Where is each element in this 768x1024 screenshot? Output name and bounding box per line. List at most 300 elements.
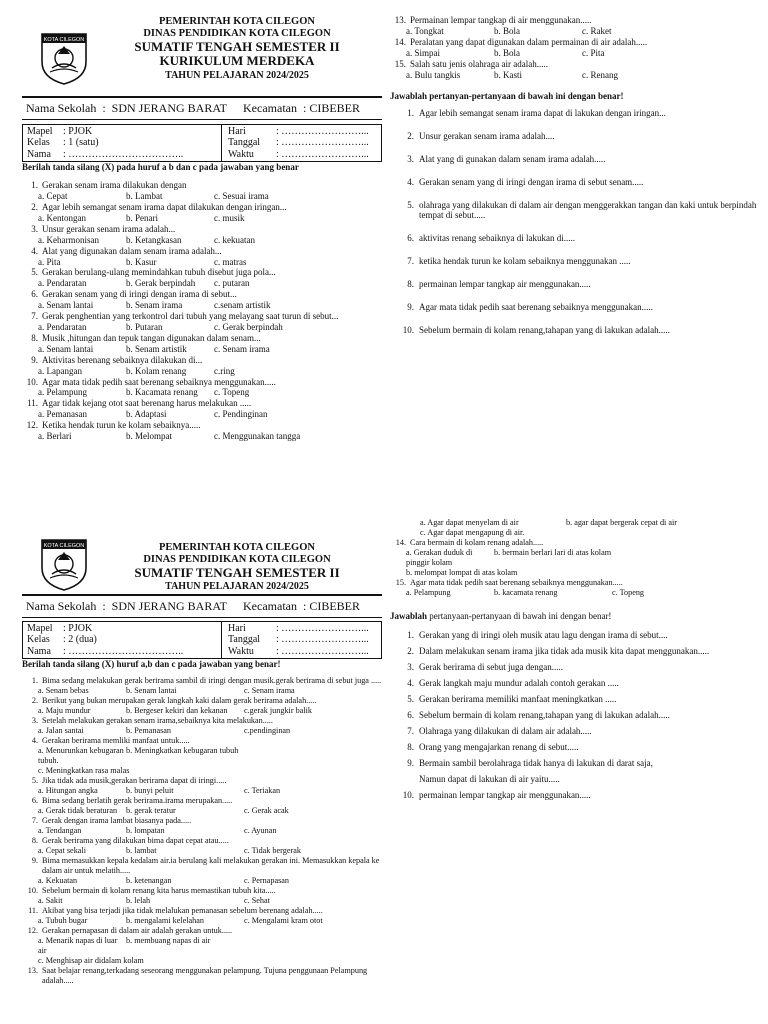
question-item <box>22 420 382 442</box>
answer-options <box>390 70 758 81</box>
exam-title: SUMATIF TENGAH SEMESTER II <box>134 565 340 580</box>
option-a[interactable]: a. Menarik napas di luar air <box>38 936 118 956</box>
question-row <box>22 333 382 344</box>
question-item <box>390 578 758 598</box>
option-b[interactable]: b. Gerak berpindah <box>126 278 196 289</box>
option-b[interactable]: b. Ketangkasan <box>126 234 182 245</box>
question-text: Jika tidak ada musik,gerakan berirama dapat di iringi..... <box>42 776 227 786</box>
question-text: Bima sedang berlatih gerak berirama.irama merupakan..... <box>42 796 233 806</box>
essay-number <box>390 774 419 784</box>
option-a[interactable]: a. Berlari <box>38 431 72 442</box>
question-number: 10. <box>27 886 38 896</box>
school-colon: : <box>102 101 106 115</box>
essay-text: Bermain sambil berolahraga tidak hanya di lakukan di darat saja, <box>419 758 653 768</box>
question-text: Gerak berirama yang dilakukan bima dapat cepat atau..... <box>42 836 229 846</box>
school-label: Nama Sekolah <box>26 599 97 613</box>
question-text: Bima memasukkan kepala kedalam air.ia berulang kali melakukan gerakan ini. Memasukkan kepala ke dalam air untuk melatih..... <box>42 856 380 876</box>
option-a[interactable]: a. Pendaratan <box>38 322 87 332</box>
essay-text: Orang yang mengajarkan renang di sebut..... <box>419 742 579 752</box>
question-number: 12. <box>27 926 38 936</box>
exam-header <box>22 522 382 592</box>
essay-question <box>390 177 758 187</box>
school-rule <box>22 617 382 618</box>
question-number: 3. <box>31 223 38 234</box>
question-number: 5. <box>31 267 38 278</box>
answer-options-extra <box>22 956 382 966</box>
option-b[interactable]: b. membuang napas di air <box>126 936 211 946</box>
district-value: : CIBEBER <box>302 599 360 613</box>
option-c[interactable]: c. Sehat <box>244 896 270 906</box>
question-item <box>22 180 382 202</box>
option-c[interactable]: c. Menggunakan tangga <box>214 431 301 442</box>
option-b[interactable]: b. Kasur <box>126 256 157 267</box>
option-c[interactable]: c. kekuatan <box>214 234 255 245</box>
option-b[interactable]: b. Bola <box>494 47 520 58</box>
question-item <box>22 333 382 355</box>
question-item <box>22 224 382 246</box>
question-row <box>22 246 382 257</box>
question-row <box>22 966 382 986</box>
option-c[interactable]: c. Pernapasan <box>244 876 290 886</box>
option-a[interactable]: a. Senam bebas <box>38 686 89 696</box>
option-b[interactable]: b. lompatan <box>126 826 165 836</box>
essay-question-list <box>390 108 758 335</box>
option-c[interactable]: c. Agar dapat mengapung di air. <box>420 528 525 537</box>
option-b[interactable]: b. gerak teratur <box>126 806 176 816</box>
option-a[interactable]: a. Maju mundur <box>38 706 91 716</box>
option-a[interactable]: a. Cepat <box>38 191 68 202</box>
essay-question <box>390 710 758 720</box>
option-b[interactable]: b. bermain berlari lari di atas kolam <box>494 548 612 557</box>
question-row <box>22 736 382 746</box>
essay-question <box>390 630 758 640</box>
option-a[interactable]: a. Senam lantai <box>38 300 94 311</box>
essay-text: Unsur gerakan senam irama adalah.... <box>419 131 555 142</box>
option-a[interactable]: a. Bulu tangkis <box>406 69 461 80</box>
option-c[interactable]: c. matras <box>214 256 247 267</box>
option-extra[interactable]: c. Menghisap air didalam kolam <box>38 956 144 966</box>
question-row <box>22 906 382 916</box>
option-b[interactable]: b. lelah <box>126 896 151 906</box>
essay-text: Agar mata tidak pedih saat berenang sebaiknya menggunakan..... <box>419 302 653 313</box>
subject-label: Mapel <box>27 126 53 137</box>
question-item <box>390 538 758 578</box>
question-text: Bima sedang melakukan gerak berirama sambil di iringi dengan musik.gerak berirama di sebut juga ..... <box>42 676 382 686</box>
answer-options <box>22 191 382 202</box>
question-text: Agar mata tidak pedih saat berenang sebaiknya menggunakan..... <box>410 578 623 587</box>
question-text: Gerakan senam irama dilakukan dengan <box>42 180 187 191</box>
district-label: Kecamatan <box>243 101 297 115</box>
class-label: Kelas <box>27 137 50 149</box>
header-department: DINAS PENDIDIKAN KOTA CILEGON <box>143 28 331 39</box>
day-label: Hari <box>228 623 246 634</box>
question-number: 14. <box>395 538 406 547</box>
essay-question-list <box>390 630 758 800</box>
day-field[interactable]: : ……………………... <box>276 126 369 137</box>
subject-value: : PJOK <box>63 623 93 634</box>
option-a[interactable]: a. Lapangan <box>38 365 82 376</box>
question-number: 15. <box>394 58 406 69</box>
answer-options <box>390 26 758 37</box>
question-number: 2. <box>31 202 38 213</box>
question-text: Akibat yang bisa terjadi jika tidak melalukan pemanasan sebelum berenang adalah..... <box>42 906 323 916</box>
essay-text: Dalam melakukan senam irama jika tidak ada musik kita dapat menggunakan..... <box>419 646 710 656</box>
essay-question <box>390 302 758 312</box>
question-text: Cara bermain di kolam renang adalah..... <box>410 538 544 547</box>
question-row <box>22 816 382 826</box>
option-c[interactable]: c. Ayunan <box>244 826 277 836</box>
date-field[interactable]: : ……………………... <box>276 137 369 149</box>
name-field[interactable]: : …………………………….. <box>63 645 184 657</box>
question-row <box>22 696 382 706</box>
option-c[interactable]: c. Gerak berpindah <box>214 322 283 332</box>
time-label: Waktu <box>228 148 254 160</box>
essay-question <box>390 200 758 220</box>
option-c[interactable]: c. Tidak bergerak <box>244 846 301 856</box>
question-number: 6. <box>31 289 38 300</box>
question-text: Musik ,hitungan dan tepuk tangan digunakan dalam senam... <box>42 332 261 343</box>
option-b[interactable]: b. mengalami kelelahan <box>126 916 204 926</box>
question-text: Agar tidak kejang otot saat berenang harus melakukan ..... <box>42 398 252 409</box>
option-b[interactable]: b. Meningkatkan kebugaran tubuh <box>126 746 239 756</box>
essay-number: 3. <box>407 154 414 165</box>
question-item <box>22 926 382 966</box>
option-b[interactable]: b. Senam artistik <box>126 343 187 354</box>
name-label: Nama <box>27 645 51 657</box>
answer-options <box>390 588 758 598</box>
student-info-box <box>22 124 382 162</box>
question-number: 6. <box>31 796 38 806</box>
option-b[interactable]: b. Lambat <box>126 191 163 202</box>
essay-number: 4. <box>407 177 414 188</box>
option-c[interactable]: c. Topeng <box>214 387 250 398</box>
option-b[interactable]: b. ketenangan <box>126 876 172 886</box>
option-c[interactable]: c.pendinginan <box>244 726 291 736</box>
question-row <box>22 796 382 806</box>
option-extra[interactable]: c. Meningkatkan rasa malas <box>38 766 130 776</box>
option-a[interactable]: a. Sakit <box>38 896 63 906</box>
option-b[interactable]: b. Pemanasan <box>126 726 172 736</box>
option-extra[interactable]: b. melompat lompat di atas kolam <box>406 568 518 577</box>
essay-number: 8. <box>407 279 414 290</box>
essay-instruction-bold: Jawablah <box>390 611 428 621</box>
option-b[interactable]: b. Senam lantai <box>126 686 177 696</box>
question-number: 2. <box>31 696 38 706</box>
academic-year: TAHUN PELAJARAN 2024/2025 <box>165 70 309 81</box>
option-a[interactable]: a. Pita <box>38 256 61 267</box>
option-c[interactable]: c. Mengalami kram otot <box>244 916 323 926</box>
question-item <box>22 966 382 986</box>
answer-options <box>22 431 382 442</box>
question-text: Unsur gerakan senam irama adalah... <box>42 223 176 234</box>
option-b[interactable]: b. agar dapat bergerak cepat di air <box>566 518 678 527</box>
question-row <box>22 420 382 431</box>
question-item <box>22 886 382 906</box>
multiple-choice-list <box>22 180 382 442</box>
option-a[interactable]: a. Kekuatan <box>38 876 78 886</box>
option-a[interactable]: a. Tubuh bugar <box>38 916 88 926</box>
essay-number: 3. <box>407 662 414 672</box>
essay-number: 10. <box>402 325 414 336</box>
question-number: 3. <box>31 716 38 726</box>
question-item <box>22 267 382 289</box>
time-label: Waktu <box>228 645 254 657</box>
option-c[interactable]: c. Pendinginan <box>214 409 268 420</box>
question-row <box>22 926 382 936</box>
option-c[interactable]: c. Raket <box>582 25 612 36</box>
option-a[interactable]: a. Hitungan angka <box>38 786 98 796</box>
answer-options <box>390 548 758 568</box>
question-text: Alat yang digunakan dalam senam irama adalah... <box>42 245 222 256</box>
essay-text: aktivitas renang sebaiknya di lakukan di..... <box>419 233 575 244</box>
essay-number: 5. <box>407 200 414 211</box>
question-number: 11. <box>28 906 38 916</box>
option-b[interactable]: b. lambat <box>126 846 157 856</box>
exam-header <box>22 10 382 96</box>
question-text: Sebelum bermain di kolam renang kita harus memastikan tubuh kita..... <box>42 886 276 896</box>
subject-label: Mapel <box>27 623 53 634</box>
name-field[interactable]: : …………………………….. <box>63 148 184 160</box>
time-field[interactable]: : ……………………... <box>276 148 369 160</box>
question-item <box>22 398 382 420</box>
option-a[interactable]: a. Gerakan duduk di pinggir kolam <box>406 548 473 567</box>
essay-question <box>390 233 758 243</box>
option-a[interactable]: a. Pelampung <box>38 387 87 398</box>
essay-question <box>390 790 758 800</box>
option-a[interactable]: a. Pelampung <box>406 588 451 597</box>
question-number: 13. <box>27 966 38 976</box>
school-rule <box>22 119 382 120</box>
question-text: Berikut yang bukan merupakan gerak langkah kaki dalam gerak berirama adalah..... <box>42 696 317 706</box>
essay-question <box>390 646 758 656</box>
essay-number: 5. <box>407 694 414 704</box>
answer-options <box>22 786 382 796</box>
question-text: Gerakan senam yang di iringi dengan irama di sebut... <box>42 289 237 300</box>
question-item <box>22 676 382 696</box>
question-item <box>22 906 382 926</box>
question-row <box>390 37 758 48</box>
essay-instruction <box>390 610 758 622</box>
option-b[interactable]: b. Putaran <box>126 322 163 332</box>
question-text: Saat belajar renang,terkadang seseorang menggunakan pelampung. Tujuna penggunaan Pelampung adalah..... <box>42 966 368 986</box>
question-13-options <box>390 518 758 538</box>
question-item <box>22 202 382 224</box>
essay-question <box>390 154 758 164</box>
option-a[interactable]: a. Tendangan <box>38 826 82 836</box>
essay-question <box>390 774 758 784</box>
school-row <box>22 596 382 617</box>
option-b[interactable]: b. Adaptasi <box>126 409 167 420</box>
essay-text: Gerakan senam yang di iringi dengan irama di sebut senam..... <box>419 177 644 188</box>
question-row <box>390 15 758 26</box>
question-row <box>22 311 382 322</box>
option-b[interactable]: b. Bola <box>494 25 520 36</box>
essay-question <box>390 279 758 289</box>
date-label: Tanggal <box>228 137 261 149</box>
date-field[interactable]: : ……………………... <box>276 634 369 646</box>
option-b[interactable]: b. Kolam renang <box>126 365 187 376</box>
option-b[interactable]: b. Senam irama <box>126 300 183 311</box>
option-b[interactable]: b. Bergeser kekiri dan kekanan <box>126 706 228 716</box>
answer-options <box>22 409 382 420</box>
right-column <box>390 15 758 348</box>
option-a[interactable]: a. Pemanasan <box>38 409 87 420</box>
option-c[interactable]: c. Teriakan <box>244 786 281 796</box>
question-number: 10. <box>26 376 38 387</box>
option-c[interactable]: c. Senam irama <box>214 343 270 354</box>
multiple-choice-list <box>22 676 382 986</box>
option-b[interactable]: b. Kasti <box>494 69 522 80</box>
question-text: Salah satu jenis olahraga air adalah..... <box>410 58 548 69</box>
option-a[interactable]: a. Simpai <box>406 47 440 58</box>
date-label: Tanggal <box>228 634 261 646</box>
option-c[interactable]: c.ring <box>214 365 235 376</box>
question-row <box>22 676 382 686</box>
option-a[interactable]: a. Pendaratan <box>38 278 87 289</box>
option-a[interactable]: a. Gerak tidak beraturan <box>38 806 118 816</box>
question-number: 9. <box>31 856 38 866</box>
question-number: 8. <box>31 332 38 343</box>
essay-question <box>390 694 758 704</box>
option-c[interactable]: c.senam artistik <box>214 300 271 311</box>
option-b[interactable]: b. Kacamata renang <box>126 387 198 398</box>
option-c[interactable]: c. musik <box>214 212 245 223</box>
question-row <box>22 886 382 896</box>
question-row <box>22 716 382 726</box>
question-text: Aktivitas berenang sebaiknya dilakukan di... <box>42 354 203 365</box>
question-item <box>22 816 382 836</box>
header-department: DINAS PENDIDIKAN KOTA CILEGON <box>143 554 331 565</box>
essay-text: Gerakan berirama memiliki manfaat meningkatkan ..... <box>419 694 617 704</box>
essay-number: 6. <box>407 233 414 244</box>
option-c[interactable]: c. Pita <box>582 47 605 58</box>
option-c[interactable]: c. Gerak acak <box>244 806 289 816</box>
question-item <box>22 311 382 333</box>
question-item <box>22 716 382 736</box>
essay-question <box>390 256 758 266</box>
left-column <box>22 522 382 986</box>
day-field[interactable]: : ……………………... <box>276 623 369 634</box>
option-a[interactable]: a. Agar dapat menyelam di air <box>420 518 519 527</box>
option-c[interactable]: c. Renang <box>582 69 618 80</box>
answer-options <box>22 746 382 766</box>
district-value: : CIBEBER <box>302 101 360 115</box>
option-b[interactable]: b. bunyi peluit <box>126 786 174 796</box>
answer-options <box>22 916 382 926</box>
class-label: Kelas <box>27 634 50 646</box>
left-column <box>22 10 382 442</box>
city-emblem-icon <box>38 534 90 592</box>
answer-options-extra <box>22 766 382 776</box>
option-b[interactable]: b. Penari <box>126 212 158 223</box>
question-row <box>390 538 758 548</box>
essay-number: 1. <box>407 630 414 640</box>
answer-options <box>22 826 382 836</box>
essay-instruction-rest: pertanyaan-pertanyaan di bawah ini dengan benar! <box>427 611 612 621</box>
question-text: Agar lebih semangat senam irama dapat dilakukan dengan iringan... <box>42 202 287 213</box>
right-column <box>390 518 758 806</box>
question-text: Gerak penghentian yang terkontrol dari tubuh yang melayang saat turun di sebut... <box>42 311 339 322</box>
option-c[interactable]: c. Topeng <box>612 588 645 597</box>
question-text: Ketika hendak turun ke kolam sebaiknya..... <box>42 420 201 431</box>
header-government: PEMERINTAH KOTA CILEGON <box>159 16 315 27</box>
essay-number: 4. <box>407 678 414 688</box>
answer-options <box>22 235 382 246</box>
multiple-choice-list-continued <box>390 538 758 598</box>
option-c[interactable]: c. Sesuai irama <box>214 191 269 202</box>
option-a[interactable]: a. Kentongan <box>38 212 86 223</box>
school-name: SDN JERANG BARAT <box>111 101 228 115</box>
question-item <box>22 776 382 796</box>
question-number: 12. <box>26 420 38 431</box>
time-field[interactable]: : ……………………... <box>276 645 369 657</box>
school-colon: : <box>102 599 106 613</box>
answer-options <box>22 257 382 268</box>
answer-options <box>22 726 382 736</box>
answer-options <box>22 387 382 398</box>
answer-options <box>22 876 382 886</box>
essay-question <box>390 742 758 752</box>
school-name: SDN JERANG BARAT <box>111 599 228 613</box>
question-number: 14. <box>394 36 406 47</box>
essay-number: 9. <box>407 758 414 768</box>
question-item <box>22 856 382 886</box>
question-row <box>390 578 758 588</box>
option-b[interactable]: b. Melompat <box>126 431 172 442</box>
option-a[interactable]: a. Cepat sekali <box>38 846 86 856</box>
question-number: 13. <box>394 15 406 25</box>
answer-options <box>22 366 382 377</box>
option-c[interactable]: c.gerak jungkir balik <box>244 706 312 716</box>
exam-sheet-kelas-2 <box>0 512 768 1024</box>
question-text: Gerakan berirama memliki manfaat untuk..... <box>42 736 190 746</box>
answer-options <box>22 322 382 333</box>
option-a[interactable]: a. Senam lantai <box>38 343 94 354</box>
option-c[interactable]: c. Senam irama <box>244 686 295 696</box>
question-row <box>22 355 382 366</box>
question-number: 7. <box>31 816 38 826</box>
option-b[interactable]: b. kacamata renang <box>494 588 558 597</box>
option-a[interactable]: a. Jalan santai <box>38 726 84 736</box>
option-a[interactable]: a. Menurunkan kebugaran tubuh. <box>38 746 124 766</box>
essay-instruction: Jawablah pertanyan-pertanyaan di bawah ini dengan benar! <box>390 91 624 102</box>
question-row <box>22 224 382 235</box>
essay-question <box>390 325 758 335</box>
essay-question <box>390 758 758 768</box>
essay-text: Gerak langkah maju mundur adalah contoh gerakan ..... <box>419 678 619 688</box>
question-row <box>22 377 382 388</box>
question-row <box>22 836 382 846</box>
school-row <box>22 98 382 119</box>
answer-options <box>22 344 382 355</box>
exam-title: SUMATIF TENGAH SEMESTER II <box>134 39 340 54</box>
answer-options <box>22 806 382 816</box>
essay-text: ketika hendak turun ke kolam sebaiknya menggunakan ..... <box>419 256 631 267</box>
question-text: Permainan lempar tangkap di air menggunakan..... <box>410 15 592 25</box>
essay-text: permainan lempar tangkap air menggunakan..... <box>419 790 591 800</box>
essay-number: 6. <box>407 710 414 720</box>
city-emblem-icon <box>38 28 90 86</box>
option-a[interactable]: a. Tongkat <box>406 25 444 36</box>
essay-text: Agar lebih semangat senam irama dapat di lakukan dengan iringan... <box>419 108 666 119</box>
answer-options <box>22 846 382 856</box>
question-item <box>22 377 382 399</box>
option-a[interactable]: a. Keharmonisan <box>38 234 99 245</box>
academic-year: TAHUN PELAJARAN 2024/2025 <box>165 581 309 592</box>
essay-question <box>390 108 758 118</box>
question-text: Setelah melakukan gerakan senam irama,sebaiknya kita melakukan..... <box>42 716 273 726</box>
option-c[interactable]: c. putaran <box>214 278 250 289</box>
